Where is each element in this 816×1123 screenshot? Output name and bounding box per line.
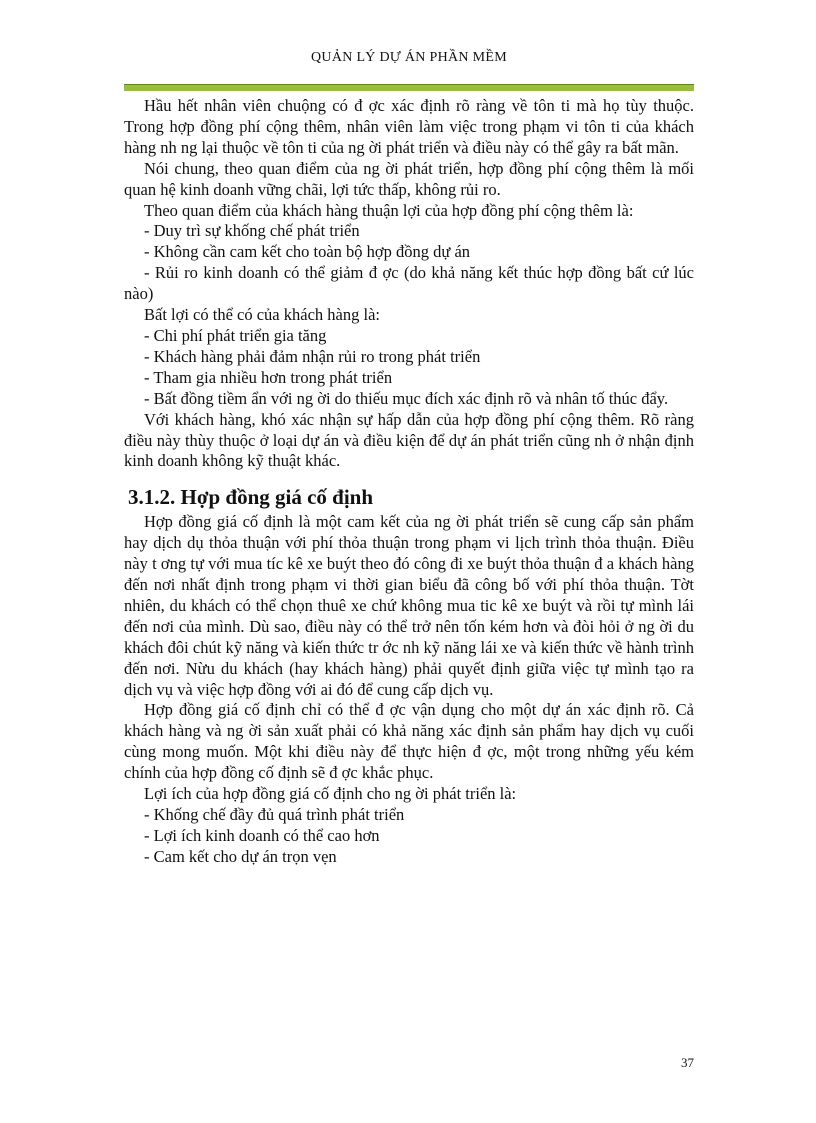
list-item: - Cam kết cho dự án trọn vẹn bbox=[144, 846, 337, 866]
list-item: - Rủi ro kinh doanh có thể giảm đ ợc (do khả năng kết thúc hợp đồng bất cứ lúc nào) bbox=[124, 263, 694, 304]
list-item: - Khách hàng phải đảm nhận rủi ro trong phát triển bbox=[144, 346, 481, 366]
paragraph: Hầu hết nhân viên chuộng có đ ợc xác định rõ ràng về tôn ti mà họ tùy thuộc. Trong hợp đồng phí cộng thêm, nhân viên làm việc trong phạm vi tôn ti của khách hàng nh ng lại thuộc về tôn ti của ng ời phát triển và điều này có thể gây ra bất mãn. bbox=[124, 96, 694, 157]
paragraph: Lợi ích của hợp đồng giá cố định cho ng ời phát triển là: bbox=[144, 784, 517, 804]
paragraph: Hợp đồng giá cố định chỉ có thể đ ợc vận dụng cho một dự án xác định rõ. Cả khách hàng và ng ời sản xuất phải có khả năng xác định sản phẩm hay dịch vụ cuối cùng mong muốn. Một khi điều này để thực hiện đ ợc, một trong những yếu kém chính của hợp đồng cố định sẽ đ ợc khắc phục. bbox=[124, 700, 694, 783]
paragraph: Theo quan điểm của khách hàng thuận lợi của hợp đồng phí cộng thêm là: bbox=[144, 200, 634, 220]
page-body bbox=[124, 96, 694, 868]
list-item: - Tham gia nhiều hơn trong phát triển bbox=[144, 367, 393, 387]
list-item: - Lợi ích kinh doanh có thể cao hơn bbox=[144, 825, 380, 845]
paragraph: Với khách hàng, khó xác nhận sự hấp dẫn của hợp đồng phí cộng thêm. Rõ ràng điều này thùy thuộc ở loại dự án và điều kiện để dự án phát triển cũng nh ở nhận định kinh doanh không kỹ thuật khác. bbox=[124, 409, 694, 471]
paragraph: Hợp đồng giá cố định là một cam kết của ng ời phát triển sẽ cung cấp sản phẩm hay dịch dụ thỏa thuận với phí thỏa thuận trong phạm vi lịch trình thỏa thuận. Điều này t ơng tự với mua tíc kê xe buýt theo đó công đi xe buýt thỏa thuận đ a khách hàng đến nơi nhất định trong phạm vi thời gian biểu đã công bố với phí thỏa thuận. Tờt nhiên, du khách có thể chọn thuê xe chứ không mua tic kê xe buýt và rồi tự mình lái đến nơi của mình. Dù sao, điều này có thể trở nên tốn kém hơn và đòi hỏi ở ng ời du khách đôi chút kỹ năng và kiến thức tr ớc nh kỹ năng lái xe và kiến thức về hành trình đến nơi. Nừu du khách (hay khách hàng) phải quyết định giữa việc tự mình tạo ra dịch vụ và việc hợp đồng với ai đó để cung cấp dịch vụ. bbox=[124, 512, 694, 699]
running-header: QUẢN LÝ DỰ ÁN PHẦN MỀM bbox=[311, 50, 507, 65]
header-rule bbox=[124, 84, 694, 91]
page-number: 37 bbox=[681, 1055, 694, 1070]
paragraph: Bất lợi có thể có của khách hàng là: bbox=[144, 305, 380, 325]
paragraph: Nói chung, theo quan điểm của ng ời phát triển, hợp đồng phí cộng thêm là mối quan hệ kinh doanh vững chãi, lợi tức thấp, không rủi ro. bbox=[124, 158, 694, 199]
list-item: - Bất đồng tiềm ẩn với ng ời do thiếu mục đích xác định rõ và nhân tố thúc đẩy. bbox=[144, 388, 669, 408]
section-heading: 3.1.2. Hợp đồng giá cố định bbox=[128, 485, 374, 510]
list-item: - Không cần cam kết cho toàn bộ hợp đồng dự án bbox=[144, 242, 471, 262]
list-item: - Khống chế đầy đủ quá trình phát triển bbox=[144, 805, 405, 824]
list-item: - Duy trì sự khống chế phát triển bbox=[144, 221, 360, 241]
list-item: - Chi phí phát triển gia tăng bbox=[144, 325, 327, 345]
